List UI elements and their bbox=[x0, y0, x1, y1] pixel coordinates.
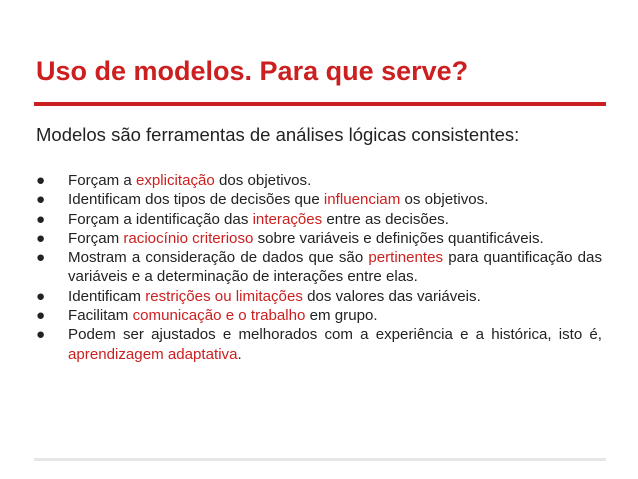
bullet-item bbox=[36, 306, 602, 325]
bullet-text: Forçam bbox=[68, 229, 124, 247]
bullet-item bbox=[36, 248, 602, 287]
bullet-dot-icon: ● bbox=[36, 210, 46, 228]
footer-divider bbox=[34, 458, 606, 461]
bullet-text: Identificam dos tipos de decisões que bbox=[68, 191, 324, 209]
bullet-text: . bbox=[237, 345, 242, 363]
bullet-text: dos valores das variáveis. bbox=[302, 287, 481, 305]
bullet-dot-icon: ● bbox=[36, 287, 46, 305]
bullet-text: Mostram a consideração de dados que são bbox=[68, 249, 369, 267]
bullet-dot-icon: ● bbox=[36, 191, 46, 209]
bullet-highlight: influenciam bbox=[323, 191, 401, 209]
bullet-highlight: comunicação e o trabalho bbox=[132, 307, 306, 325]
bullet-text: em grupo. bbox=[305, 307, 378, 325]
bullet-text: entre as decisões. bbox=[322, 210, 449, 228]
bullet-list bbox=[36, 171, 602, 364]
bullet-item bbox=[36, 171, 602, 190]
bullet-dot-icon: ● bbox=[36, 249, 46, 267]
bullet-dot-icon: ● bbox=[36, 307, 46, 325]
bullet-text: Identificam bbox=[68, 287, 146, 305]
bullet-item bbox=[36, 190, 602, 209]
bullet-highlight: aprendizagem adaptativa bbox=[68, 345, 238, 363]
bullet-dot-icon: ● bbox=[36, 326, 46, 344]
bullet-highlight: raciocínio criterioso bbox=[123, 229, 254, 247]
bullet-dot-icon: ● bbox=[36, 229, 46, 247]
bullet-highlight: pertinentes bbox=[368, 249, 444, 267]
bullet-item bbox=[36, 210, 602, 229]
bullet-text: os objetivos. bbox=[400, 191, 489, 209]
title-underline bbox=[34, 102, 606, 106]
bullet-highlight: interações bbox=[252, 210, 323, 228]
slide-title: Uso de modelos. Para que serve? bbox=[36, 56, 469, 86]
bullet-dot-icon: ● bbox=[36, 172, 46, 189]
slide-subtitle: Modelos são ferramentas de análises lógicas consistentes: bbox=[36, 124, 520, 145]
bullet-item bbox=[36, 287, 602, 306]
bullet-item bbox=[36, 229, 602, 248]
bullet-text: para quantificação das variáveis e a determinação de interações entre elas. bbox=[68, 249, 602, 286]
bullet-text: sobre variáveis e definições quantificáveis. bbox=[253, 229, 544, 247]
bullet-text: Podem ser ajustados e melhorados com a experiência e a histórica, isto é, bbox=[68, 326, 602, 344]
bullet-highlight: restrições ou limitações bbox=[145, 287, 303, 305]
bullet-highlight: explicitação bbox=[135, 172, 215, 189]
bullet-text: dos objetivos. bbox=[214, 172, 312, 189]
bullet-text: Forçam a identificação das bbox=[68, 210, 253, 228]
bullet-text: Forçam a bbox=[68, 172, 136, 189]
bullet-text: Facilitam bbox=[68, 307, 133, 325]
bullet-item bbox=[36, 325, 602, 364]
